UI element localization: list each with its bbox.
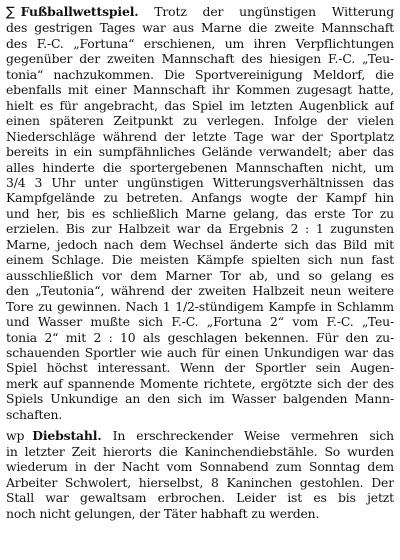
article-line: tonia“ nachzukommen. Die Sportvereinigung Meldorf, die <box>6 66 394 82</box>
article-diebstahl <box>6 428 394 521</box>
article-fussballwettspiel <box>6 4 394 422</box>
article-line: des F.-C. „Fortuna“ erschienen, um ihren Verpflichtungen <box>6 35 394 51</box>
article-line: Niederschläge während der letzte Tage war der Sportplatz <box>6 128 394 144</box>
article-line: Tore zu gewinnen. Nach 1 1/2-stündigem Kampfe in Schlamm <box>6 298 394 314</box>
article-heading: Diebstahl. <box>32 428 102 444</box>
article-line: merk auf spannende Momente richtete, ergötzte sich der des <box>6 375 394 391</box>
author-initials: wp <box>6 428 25 444</box>
article-line: Stall war gewaltsam erbrochen. Leider ist es bis jetzt <box>6 490 394 506</box>
article-line <box>6 4 394 20</box>
article-line: ebenfalls mit einer Mannschaft ihr Kommen zugesagt hatte, <box>6 82 394 98</box>
article-line: den „Teutonia“, während der zweiten Halbzeit neun weitere <box>6 283 394 299</box>
article-line: tonia 2“ mit 2 : 10 als geschlagen bekennen. Für den zu- <box>6 329 394 345</box>
article-heading: Fußballwettspiel. <box>20 4 139 19</box>
article-line: des gestrigen Tages war aus Marne die zweite Mannschaft <box>6 20 394 36</box>
article-line: Arbeiter Schwolert, hierselbst, 8 Kaninchen gestohlen. Der <box>6 474 394 490</box>
article-line: wiederum in der Nacht vom Sonnabend zum Sonntag dem <box>6 459 394 475</box>
article-line: noch nicht gelungen, der Täter habhaft zu werden. <box>6 505 320 521</box>
article-line: und her, bis es schließlich Marne gelang, das erste Tor zu <box>6 205 394 221</box>
article-line: Kampfgelände zu betreten. Anfangs wogte der Kampf hin <box>6 190 394 206</box>
article-line: erzielen. Bis zur Halbzeit war da Ergebnis 2 : 1 zugunsten <box>6 221 394 237</box>
article-line: schaften. <box>6 406 63 422</box>
article-line: in letzter Zeit hierorts die Kaninchendiebstähle. So wurden <box>6 443 394 459</box>
article-line: Spiels Unkundige an den sich im Wasser balgenden Mann- <box>6 391 394 407</box>
article-line: einen späteren Zeitpunkt zu verlegen. Infolge der vielen <box>6 113 394 129</box>
article-line: bereits in ein sumpfähnliches Gelände verwandelt; aber das <box>6 144 394 160</box>
article-line: 3/4 3 Uhr unter ungünstigen Witterungsverhältnissen das <box>6 174 394 190</box>
article-line: Spiel höchst interessant. Wenn der Sportler sein Augen- <box>6 360 394 376</box>
article-text: In erschreckender Weise vermehren sich <box>112 428 394 444</box>
article-text: Trotz der ungünstigen Witterung <box>154 4 394 19</box>
article-line: schauenden Sportler wie auch für einen Unkundigen war das <box>6 344 394 360</box>
article-line: alles hinderte die sportergebenen Mannschaften nicht, um <box>6 159 394 175</box>
article-line: und Wasser mußte sich F.-C. „Fortuna 2“ vom F.-C. „Teu- <box>6 314 394 330</box>
article-line: Marne, jedoch nach dem Wechsel änderte sich das Bild mit <box>6 236 394 252</box>
article-line: gegenüber der zweiten Mannschaft des hiesigen F.-C. „Teu- <box>6 51 394 67</box>
article-line: einem Schlage. Die meisten Kämpfe spielten sich nun fast <box>6 252 394 268</box>
article-line: hielt es für angebracht, das Spiel im letzten Augenblick auf <box>6 97 394 113</box>
article-line <box>6 428 394 443</box>
article-line: ausschließlich vor dem Marner Tor ab, und so gelang es <box>6 267 394 283</box>
sigma-symbol: ∑ <box>6 5 15 20</box>
